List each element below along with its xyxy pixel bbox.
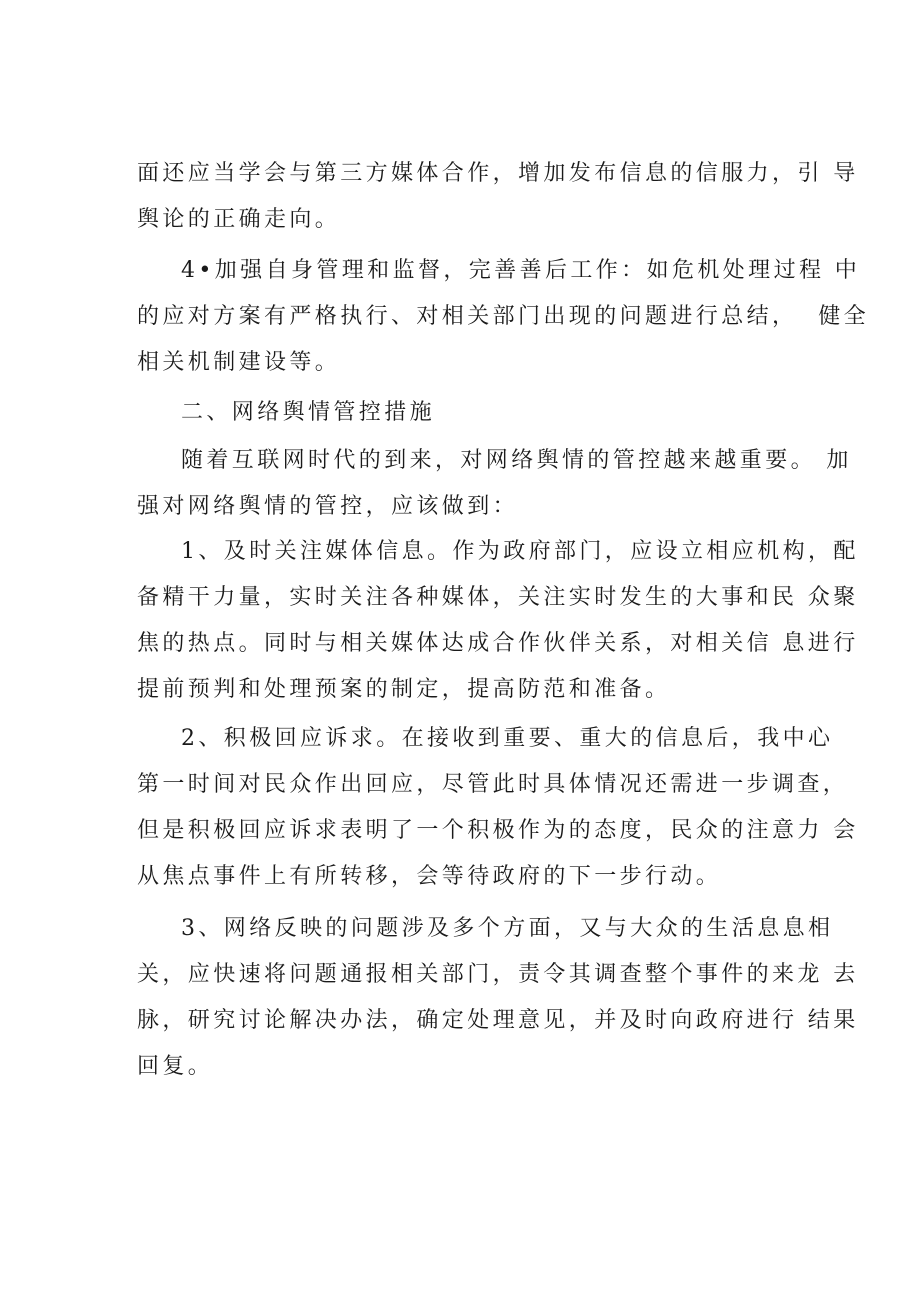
paragraph-7 — [137, 906, 859, 1090]
paragraph-4 — [137, 438, 852, 530]
paragraph-6 — [137, 716, 859, 900]
paragraph-5-line-1: 1、及时关注媒体信息。作为政府部门，应设立相应机构，配 — [181, 539, 859, 564]
paragraph-4-line-2: 强对网络舆情的管控，应该做到： — [137, 494, 519, 519]
paragraph-5 — [137, 529, 859, 713]
paragraph-5-line-4: 提前预判和处理预案的制定，提高防范和准备。 — [137, 677, 671, 702]
paragraph-2-line-1: 4•加强自身管理和监督，完善善后工作：如危机处理过程 中 — [181, 258, 861, 283]
paragraph-1 — [137, 151, 859, 243]
paragraph-2-line-2: 的应对方案有严格执行、对相关部门出现的问题进行总结， 健全 — [137, 304, 869, 329]
paragraph-1-line-1: 面还应当学会与第三方媒体合作，增加发布信息的信服力，引 导 — [137, 161, 859, 186]
paragraph-6-line-1: 2、积极回应诉求。在接收到重要、重大的信息后，我中心 — [181, 726, 834, 751]
paragraph-2-line-3: 相关机制建设等。 — [137, 350, 341, 375]
paragraph-7-line-4: 回复。 — [137, 1054, 214, 1079]
paragraph-6-line-4: 从焦点事件上有所转移，会等待政府的下一步行动。 — [137, 864, 722, 889]
paragraph-2 — [137, 248, 869, 386]
paragraph-6-line-2: 第一时间对民众作出回应，尽管此时具体情况还需进一步调查， — [137, 772, 849, 797]
paragraph-5-line-3: 焦的热点。同时与相关媒体达成合作伙伴关系，对相关信 息进行 — [137, 631, 859, 656]
paragraph-7-line-1: 3、网络反映的问题涉及多个方面，又与大众的生活息息相 — [181, 916, 834, 941]
section-heading-text: 二、网络舆情管控措施 — [181, 400, 436, 425]
section-heading — [137, 390, 797, 436]
paragraph-1-line-2: 舆论的正确走向。 — [137, 207, 341, 232]
paragraph-4-line-1: 随着互联网时代的到来，对网络舆情的管控越来越重要。 加 — [181, 448, 852, 473]
paragraph-6-line-3: 但是积极回应诉求表明了一个积极作为的态度，民众的注意力 会 — [137, 818, 859, 843]
paragraph-7-line-2: 关，应快速将问题通报相关部门，责令其调查整个事件的来龙 去 — [137, 962, 859, 987]
paragraph-5-line-2: 备精干力量，实时关注各种媒体，关注实时发生的大事和民 众聚 — [137, 585, 859, 610]
paragraph-7-line-3: 脉，研究讨论解决办法，确定处理意见，并及时向政府进行 结果 — [137, 1008, 859, 1033]
